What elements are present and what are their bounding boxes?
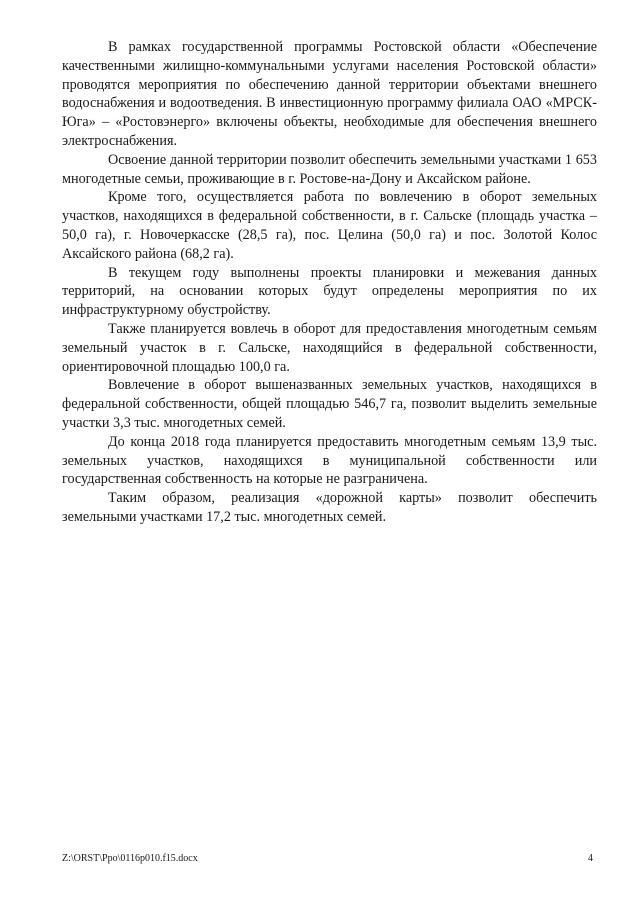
paragraph-federal-total-area: Вовлечение в оборот вышеназванных земельных участков, находящихся в федеральной собственности, общей площадью 546,7 га, позволит выделить земельные участки 3,3 тыс. многодетных семей.	[62, 377, 597, 431]
paragraph-roadmap-summary: Таким образом, реализация «дорожной карты» позволит обеспечить земельными участками 17,2 тыс. многодетных семей.	[62, 490, 597, 525]
footer-file-path: Z:\ORST\Ppo\0116p010.f15.docx	[62, 853, 198, 864]
paragraph-plan-2018: До конца 2018 года планируется предоставить многодетным семьям 13,9 тыс. земельных участков, находящихся в муниципальной собственности или государственная собственность на которые не разграничена.	[62, 433, 597, 488]
paragraph-federal-land-plots: Кроме того, осуществляется работа по вовлечению в оборот земельных участков, находящихся в федеральной собственности, в г. Сальске (площадь участка – 50,0 га), г. Новочеркасске (28,5 га), пос. Целина (50,0 га) и пос. Золотой Колос Аксайского района (68,2 га).	[62, 189, 597, 262]
page-number: 4	[588, 853, 593, 864]
paragraph-territory-development: Освоение данной территории позволит обеспечить земельными участками 1 653 многодетные семьи, проживающие в г. Ростове-на-Дону и Аксайском районе.	[62, 151, 597, 187]
paragraph-water-supply-program: В рамках государственной программы Ростовской области «Обеспечение качественными жилищно-коммунальными услугами населения Ростовской области» проводятся мероприятия по обеспечению данной территории объектами внешнего водоснабжения и водоотведения. В инвестиционную программу филиала ОАО «МРСК-Юга» – «Ростовэнерго» включены объекты, необходимые для обеспечения внешнего электроснабжения.	[62, 39, 597, 149]
paragraph-salsk-plot: Также планируется вовлечь в оборот для предоставления многодетным семьям земельный участок в г. Сальске, находящийся в федеральной собственности, ориентировочной площадью 100,0 га.	[62, 320, 597, 375]
document-body	[62, 38, 597, 527]
paragraph-planning-projects: В текущем году выполнены проекты планировки и межевания данных территорий, на основании которых будут определены мероприятия по их инфраструктурному обустройству.	[62, 264, 597, 319]
